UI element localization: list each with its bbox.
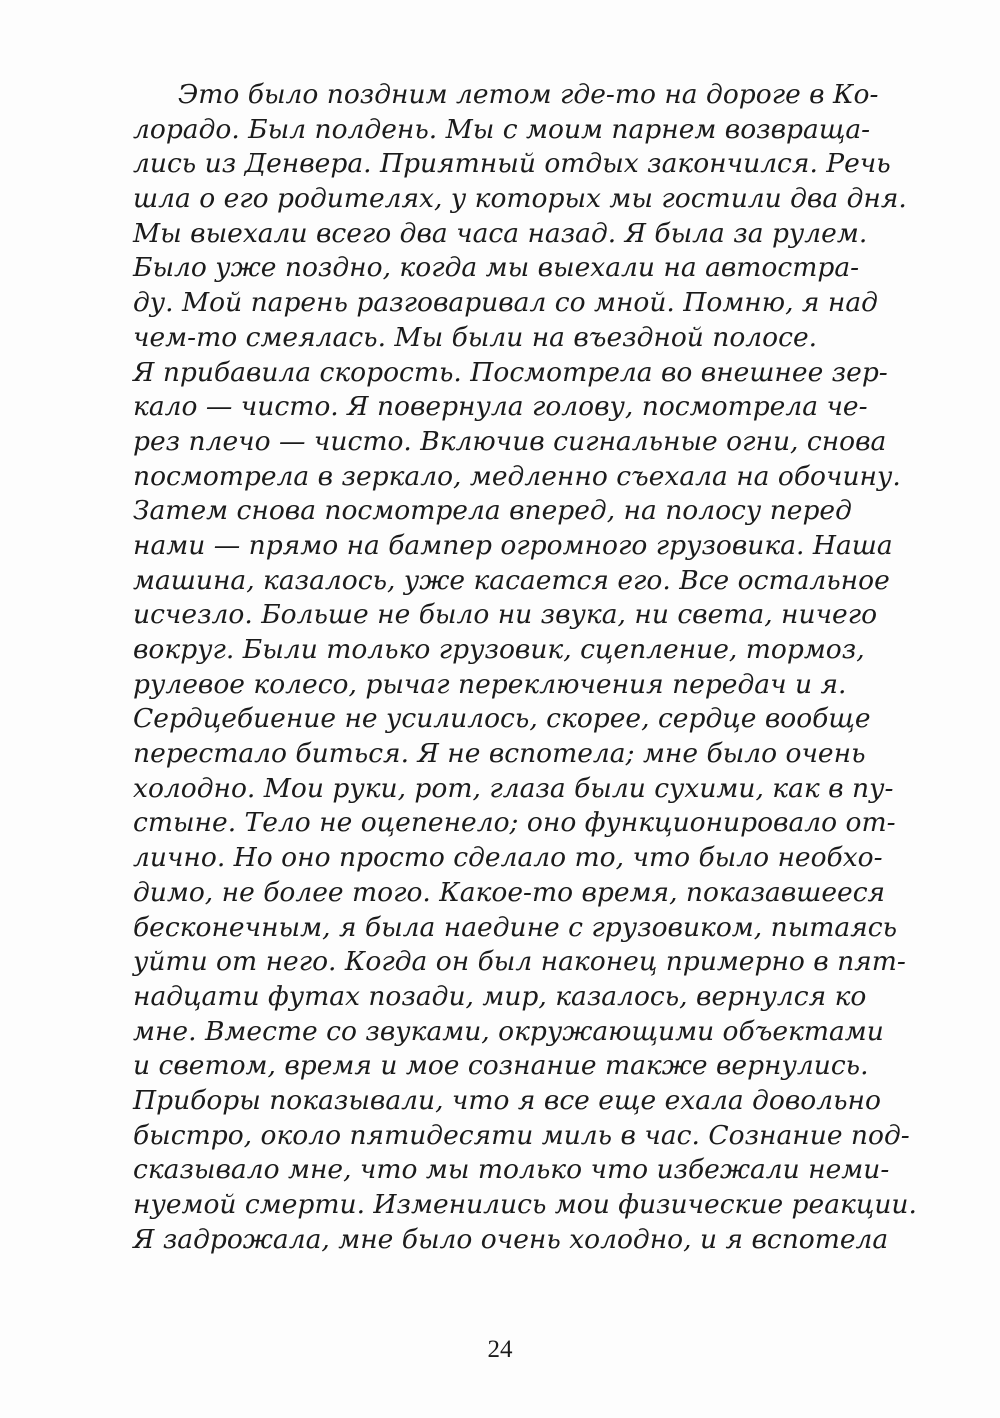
text-line: исчезло. Больше не было ни звука, ни света, ничего — [133, 599, 878, 631]
text-line: Мы выехали всего два часа назад. Я была за рулем. — [133, 217, 868, 249]
text-line: мне. Вместе со звуками, окружающими объектами — [133, 1015, 884, 1047]
text-line: Я прибавила скорость. Посмотрела во внешнее зер- — [133, 356, 888, 388]
text-line: и светом, время и мое сознание также вернулись. — [133, 1050, 869, 1082]
text-line: холодно. Мои руки, рот, глаза были сухими, как в пу- — [133, 772, 894, 804]
text-line: Сердцебиение не усилилось, скорее, сердце вообще — [133, 703, 871, 735]
text-line: машина, казалось, уже касается его. Все остальное — [133, 564, 890, 596]
text-line: бесконечным, я была наедине с грузовиком, пытаясь — [133, 911, 898, 943]
text-line: перестало биться. Я не вспотела; мне было очень — [133, 738, 866, 770]
text-line: надцати футах позади, мир, казалось, вернулся ко — [133, 980, 867, 1012]
text-line: ду. Мой парень разговаривал со мной. Помню, я над — [133, 287, 878, 319]
text-line: кало — чисто. Я повернула голову, посмотрела че- — [133, 391, 868, 423]
text-line: лись из Денвера. Приятный отдых закончился. Речь — [133, 148, 891, 180]
text-line: стыне. Тело не оцепенело; оно функционировало от- — [133, 807, 896, 839]
text-line: Я задрожала, мне было очень холодно, и я вспотела — [133, 1223, 889, 1255]
text-line: уйти от него. Когда он был наконец примерно в пят- — [133, 946, 906, 978]
text-line: вокруг. Были только грузовик, сцепление, тормоз, — [133, 634, 865, 665]
body-text — [133, 78, 917, 1257]
text-line: шла о его родителях, у которых мы гостили два дня. — [133, 183, 907, 215]
text-line: лично. Но оно просто сделало то, что было необхо- — [133, 842, 883, 874]
text-line: нуемой смерти. Изменились мои физические реакции. — [133, 1189, 917, 1220]
text-line: Затем снова посмотрела вперед, на полосу перед — [133, 495, 852, 527]
text-line: Это было поздним летом где-то на дороге в Ко- — [178, 79, 879, 110]
text-line: сказывало мне, что мы только что избежали неми- — [133, 1154, 890, 1186]
text-line: быстро, около пятидесяти миль в час. Сознание под- — [133, 1119, 910, 1151]
text-line: рулевое колесо, рычаг переключения передач и я. — [133, 668, 847, 700]
text-line: чем-то смеялась. Мы были на въездной полосе. — [133, 321, 818, 353]
text-line: посмотрела в зеркало, медленно съехала на обочину. — [133, 460, 901, 492]
text-line: лорадо. Был полдень. Мы с моим парнем возвраща- — [133, 113, 871, 145]
text-line: нами — прямо на бампер огромного грузовика. Наша — [133, 529, 893, 561]
text-line: Было уже поздно, когда мы выехали на автостра- — [133, 252, 860, 284]
page-number: 24 — [487, 1336, 513, 1363]
text-line: димо, не более того. Какое-то время, показавшееся — [133, 876, 886, 908]
text-line: Приборы показывали, что я все еще ехала довольно — [133, 1084, 881, 1116]
text-line: рез плечо — чисто. Включив сигнальные огни, снова — [133, 425, 887, 457]
